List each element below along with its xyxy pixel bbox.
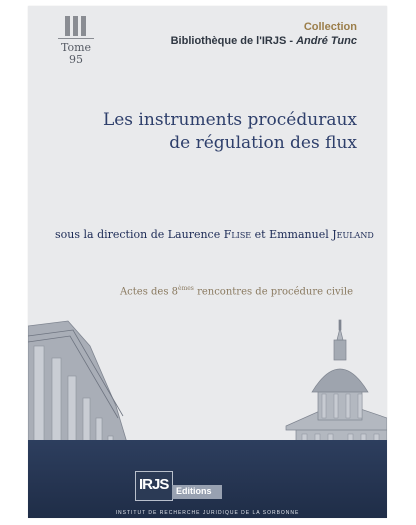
institute-name: INSTITUT DE RECHERCHE JURIDIQUE DE LA SORBONNE xyxy=(115,510,300,516)
series-name: Bibliothèque de l'IRJS - xyxy=(170,35,297,47)
logo-rule xyxy=(58,38,94,39)
proceedings-line xyxy=(120,285,353,297)
authors-middle: et Emmanuel xyxy=(251,228,333,241)
collection-label: Collection xyxy=(303,21,357,33)
tome-word: Tome xyxy=(60,41,92,54)
series-editor: André Tunc xyxy=(296,35,357,47)
author-2-surname: Jeuland xyxy=(332,228,374,241)
proceedings-superscript: èmes xyxy=(178,285,194,292)
title-line-2: de régulation des flux xyxy=(169,133,357,153)
collection-series xyxy=(171,34,357,48)
book-title xyxy=(97,109,357,155)
author-1-surname: Flise xyxy=(223,228,252,241)
proceedings-before: Actes des 8 xyxy=(119,286,179,298)
authors-line xyxy=(55,228,379,241)
authors-prefix: sous la direction de Laurence xyxy=(55,228,224,241)
tome-number: 95 xyxy=(69,53,83,66)
title-line-1: Les instruments procéduraux xyxy=(102,110,357,130)
editions-badge xyxy=(172,485,222,499)
collection-logo-icon xyxy=(65,16,87,36)
editions-label: Editions xyxy=(176,486,212,496)
publisher-logo xyxy=(135,471,222,501)
proceedings-after: rencontres de procédure civile xyxy=(193,286,353,298)
tome-label xyxy=(56,42,96,66)
irjs-logo-text: IRJS xyxy=(139,476,169,493)
book-cover xyxy=(28,6,387,518)
irjs-logo-box xyxy=(135,471,173,501)
collection-heading xyxy=(171,20,357,48)
